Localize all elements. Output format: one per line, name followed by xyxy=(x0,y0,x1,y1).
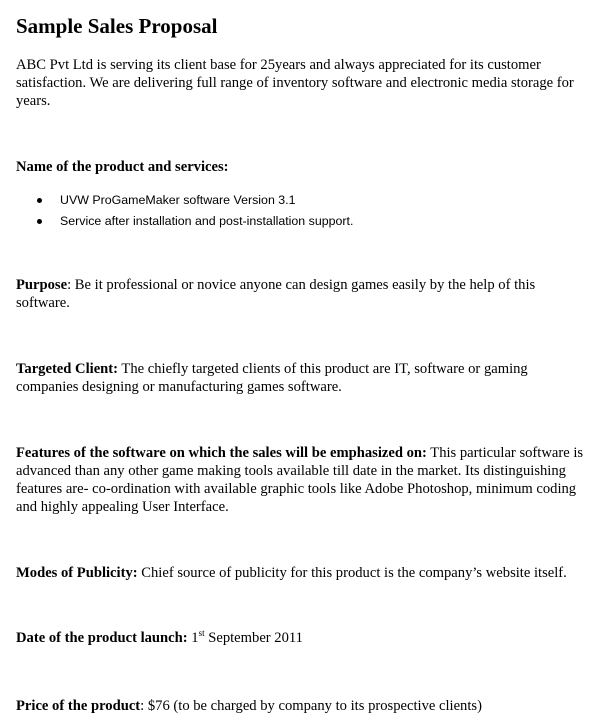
price-label: Price of the product xyxy=(16,698,141,714)
product-item-text: Service after installation and post-installation support. xyxy=(60,214,354,228)
bullet-icon xyxy=(37,198,42,203)
products-heading: Name of the product and services: xyxy=(16,159,229,175)
bullet-icon xyxy=(37,219,42,224)
price-text: : $76 (to be charged by company to its prospective clients) xyxy=(140,698,482,714)
launch-paragraph xyxy=(16,629,588,647)
price-paragraph xyxy=(16,697,588,715)
targeted-client-label: Targeted Client: xyxy=(16,361,119,377)
purpose-paragraph xyxy=(16,276,588,312)
targeted-client-text: The chiefly targeted clients of this product are IT, software or gaming companies designing or manufacturing games software. xyxy=(16,361,528,395)
publicity-text: Chief source of publicity for this product is the company’s website itself. xyxy=(137,565,567,581)
purpose-text: : Be it professional or novice anyone can design games easily by the help of this software. xyxy=(16,277,536,311)
purpose-label: Purpose xyxy=(16,277,68,293)
launch-day-suffix: st xyxy=(198,628,205,638)
intro-paragraph: ABC Pvt Ltd is serving its client base for 25years and always appreciated for its customer satisfaction. We are delivering full range of inventory software and electronic media storage for years. xyxy=(16,57,574,109)
features-paragraph xyxy=(16,444,588,516)
launch-month-year: September 2011 xyxy=(204,630,303,646)
features-text: This particular software is advanced than any other game making tools available till date in the market. Its distinguishing features are- co-ordination with available graphic tools like Adobe Photoshop, minimum coding and highly appealing User Interface. xyxy=(16,445,584,515)
document-title: Sample Sales Proposal xyxy=(16,14,218,38)
product-item-text: UVW ProGameMaker software Version 3.1 xyxy=(60,193,296,207)
launch-label: Date of the product launch: xyxy=(16,630,188,646)
targeted-client-paragraph xyxy=(16,360,588,396)
publicity-paragraph xyxy=(16,564,588,582)
launch-day: 1 xyxy=(187,630,199,646)
features-label: Features of the software on which the sales will be emphasized on: xyxy=(16,445,427,461)
publicity-label: Modes of Publicity: xyxy=(16,565,138,581)
